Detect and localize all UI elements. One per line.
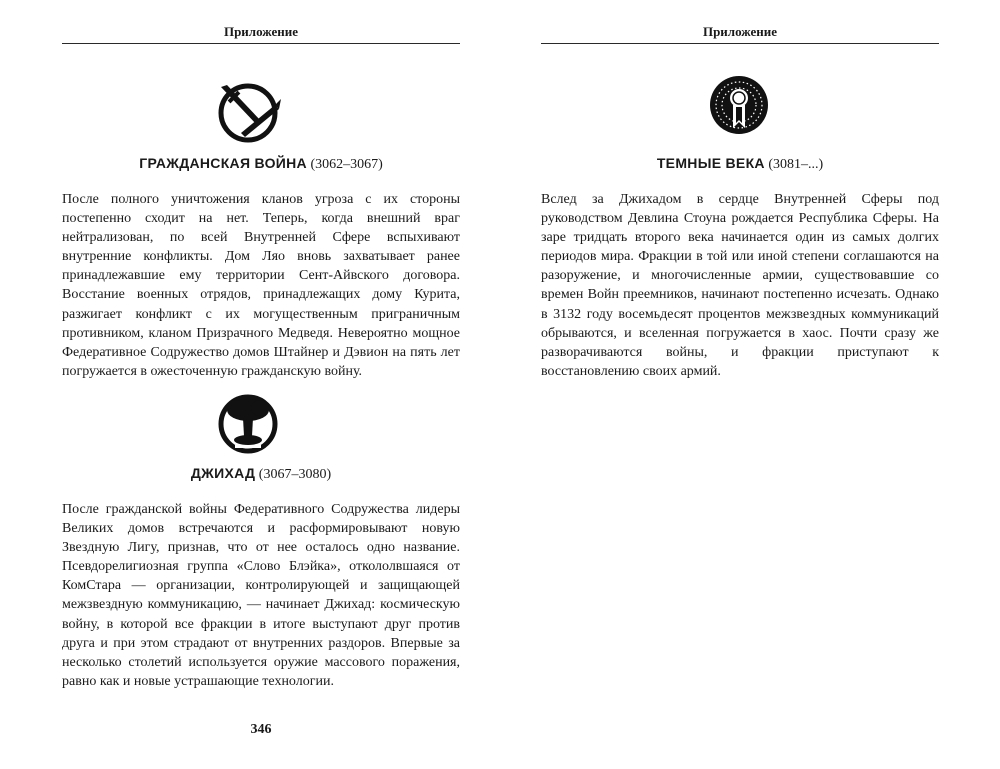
section-text: После полного уничтожения кланов угроза с их стороны постепенно сходит на нет. Теперь, когда внешний враг нейтрализован, по всей Внутренней Сфере вспыхивают внутренние конфликты. Дом Ляо вновь захватывает ранее принадлежавшие ему территории Сент-Айвского договора. Восстание военных отрядов, принадлежащих дому Курита, разжигает конфликт с их могущественным приграничным противником, кланом Призрачного Медведя. Невероятно мощное Федеративное Содружество домов Штайнер и Дэвион на пять лет погружается в ожесточенную гражданскую войну. xyxy=(62,192,460,379)
left-page xyxy=(62,0,460,769)
starburst-ribbon-circle-icon xyxy=(706,72,772,138)
section-title: ТЕМНЫЕ ВЕКА xyxy=(656,155,765,171)
page-number: 346 xyxy=(250,722,272,737)
header-rule xyxy=(541,43,939,44)
section-years: (3062–3067) xyxy=(310,157,383,172)
sword-crossing-circle-icon xyxy=(215,79,281,145)
section-years: (3067–3080) xyxy=(258,467,332,482)
section-years: (3081–...) xyxy=(768,157,824,172)
section-text: После гражданской войны Федеративного Содружества лидеры Великих домов встречаются и расформировывают новую Звездную Лигу, признав, что от нее осталось одно название. Псевдорелигиозная группа «Слово Блэйка», откололвшаяся от КомСтара — организации, контролирующей и защищающей межзвездную коммуникацию, — начинает Джихад: космическую войну, в которой все фракции в итоге выступают друг против друга и при этом страдают от внутренних раздоров. Впервые за несколько столетий используется оружие массового поражения, равно как и новые устрашающие технологии. xyxy=(62,502,460,689)
section-title: ГРАЖДАНСКАЯ ВОЙНА xyxy=(139,155,307,171)
section-title: ДЖИХАД xyxy=(190,465,256,481)
section-heading xyxy=(62,465,460,483)
section-text: Вслед за Джихадом в сердце Внутренней Сферы под руководством Девлина Стоуна рождается Республика Сферы. На заре тридцать второго века начинается один из самых долгих периодов мира. Фракции в той или иной степени соглашаются на разоружение, и многочисленные армии, существовавшие со времен Войн преемников, начинают постепенно исчезать. Однако в 3132 году восемьдесят процентов межзвездных коммуникаций обрываются, и вселенная погружается в хаос. Почти сразу же разворачиваются войны, и фракции приступают к восстановлению своих армий. xyxy=(541,192,939,379)
mushroom-cloud-icon xyxy=(215,390,281,456)
running-head: Приложение xyxy=(702,24,778,39)
section-heading xyxy=(62,155,460,173)
right-page xyxy=(541,0,939,769)
section-heading xyxy=(541,155,939,173)
header-rule xyxy=(62,43,460,44)
running-head: Приложение xyxy=(223,24,299,39)
